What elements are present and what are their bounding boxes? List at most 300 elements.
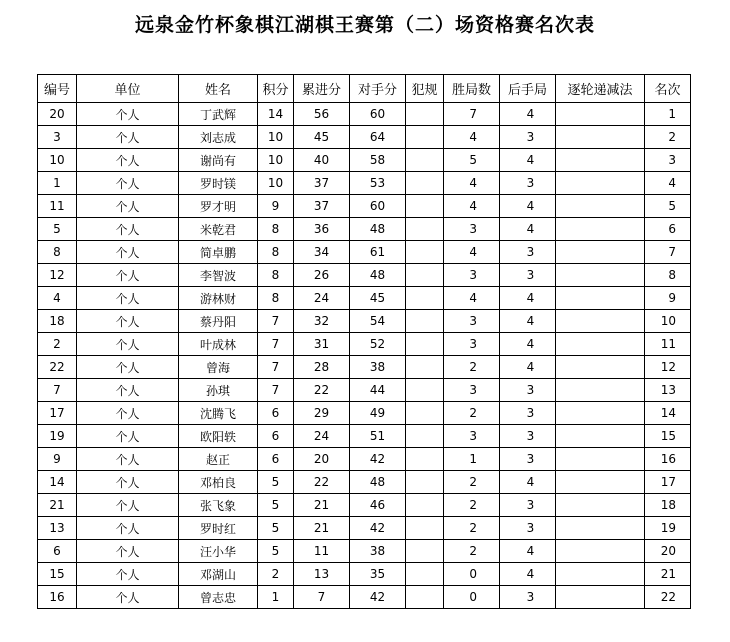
table-row bbox=[38, 517, 691, 540]
cell-rank bbox=[645, 517, 691, 540]
cell-unit-text: 个人 bbox=[115, 176, 140, 191]
cell-wins bbox=[444, 287, 500, 310]
cell-fouls bbox=[406, 471, 444, 494]
cell-second-moves-text: 4 bbox=[526, 222, 535, 236]
table-row bbox=[38, 425, 691, 448]
cell-wins bbox=[444, 471, 500, 494]
cell-unit-text: 个人 bbox=[115, 337, 140, 352]
cell-name bbox=[179, 563, 258, 586]
cell-points bbox=[258, 540, 294, 563]
cell-wins-text: 4 bbox=[469, 130, 477, 144]
cell-points bbox=[258, 218, 294, 241]
cell-tiebreak bbox=[556, 402, 645, 425]
cell-rank bbox=[645, 287, 691, 310]
cell-id-text: 4 bbox=[53, 291, 61, 305]
cell-cumulative-text: 7 bbox=[317, 590, 326, 604]
cell-opponent-score bbox=[350, 333, 406, 356]
cell-cumulative bbox=[294, 402, 350, 425]
cell-cumulative-text: 26 bbox=[313, 268, 330, 282]
cell-name bbox=[179, 517, 258, 540]
cell-second-moves bbox=[500, 448, 556, 471]
cell-second-moves-text: 4 bbox=[526, 337, 535, 351]
cell-wins bbox=[444, 264, 500, 287]
cell-opponent-score bbox=[350, 471, 406, 494]
cell-name bbox=[179, 540, 258, 563]
cell-id bbox=[38, 540, 77, 563]
cell-opponent-score-text: 51 bbox=[369, 429, 386, 443]
cell-id bbox=[38, 517, 77, 540]
cell-points bbox=[258, 310, 294, 333]
cell-opponent-score-text: 38 bbox=[369, 544, 386, 558]
cell-tiebreak bbox=[556, 149, 645, 172]
cell-unit-text: 个人 bbox=[115, 268, 140, 283]
cell-cumulative-text: 34 bbox=[313, 245, 330, 259]
cell-id-text: 14 bbox=[49, 475, 65, 489]
cell-tiebreak bbox=[556, 241, 645, 264]
cell-fouls bbox=[406, 241, 444, 264]
cell-rank-text: 7 bbox=[668, 245, 676, 259]
cell-points-text: 2 bbox=[271, 567, 280, 581]
cell-cumulative bbox=[294, 310, 350, 333]
table-row bbox=[38, 103, 691, 126]
cell-unit bbox=[77, 218, 179, 241]
cell-opponent-score bbox=[350, 402, 406, 425]
cell-points bbox=[258, 517, 294, 540]
cell-wins bbox=[444, 172, 500, 195]
cell-name bbox=[179, 586, 258, 609]
header-cell-rank: 名次 bbox=[645, 75, 691, 103]
cell-wins bbox=[444, 126, 500, 149]
cell-name-text: 罗时镁 bbox=[199, 176, 236, 191]
header-cell-tiebreak: 逐轮递减法 bbox=[556, 75, 645, 103]
cell-rank-text: 8 bbox=[668, 268, 676, 282]
cell-points bbox=[258, 103, 294, 126]
cell-tiebreak bbox=[556, 356, 645, 379]
cell-rank bbox=[645, 264, 691, 287]
cell-unit-text: 个人 bbox=[115, 360, 140, 375]
cell-cumulative bbox=[294, 517, 350, 540]
cell-rank bbox=[645, 103, 691, 126]
cell-second-moves bbox=[500, 126, 556, 149]
cell-tiebreak bbox=[556, 264, 645, 287]
cell-points-text: 5 bbox=[271, 521, 280, 535]
cell-cumulative bbox=[294, 471, 350, 494]
cell-name bbox=[179, 195, 258, 218]
table-row bbox=[38, 287, 691, 310]
header-cell-opponent-score: 对手分 bbox=[350, 75, 406, 103]
cell-rank-text: 18 bbox=[660, 498, 676, 512]
cell-cumulative-text: 20 bbox=[313, 452, 330, 466]
cell-id bbox=[38, 379, 77, 402]
cell-unit bbox=[77, 172, 179, 195]
cell-cumulative-text: 28 bbox=[313, 360, 330, 374]
cell-unit-text: 个人 bbox=[115, 222, 140, 237]
cell-cumulative bbox=[294, 540, 350, 563]
cell-rank bbox=[645, 126, 691, 149]
cell-second-moves bbox=[500, 241, 556, 264]
cell-rank bbox=[645, 563, 691, 586]
cell-unit bbox=[77, 333, 179, 356]
cell-name bbox=[179, 379, 258, 402]
cell-unit bbox=[77, 425, 179, 448]
cell-fouls bbox=[406, 287, 444, 310]
table-row bbox=[38, 264, 691, 287]
cell-fouls bbox=[406, 425, 444, 448]
cell-id bbox=[38, 448, 77, 471]
cell-tiebreak bbox=[556, 287, 645, 310]
cell-second-moves bbox=[500, 218, 556, 241]
cell-tiebreak bbox=[556, 517, 645, 540]
cell-id bbox=[38, 402, 77, 425]
cell-wins bbox=[444, 425, 500, 448]
cell-second-moves-text: 4 bbox=[526, 153, 535, 167]
cell-unit-text: 个人 bbox=[115, 199, 140, 214]
cell-wins-text: 4 bbox=[469, 291, 477, 305]
cell-name-text: 谢尚有 bbox=[199, 153, 236, 168]
cell-cumulative bbox=[294, 264, 350, 287]
cell-unit bbox=[77, 103, 179, 126]
cell-name bbox=[179, 218, 258, 241]
page-title: 远泉金竹杯象棋江湖棋王赛第（二）场资格赛名次表 bbox=[134, 14, 595, 36]
cell-unit bbox=[77, 149, 179, 172]
cell-points-text: 5 bbox=[271, 498, 280, 512]
cell-points bbox=[258, 195, 294, 218]
cell-opponent-score-text: 61 bbox=[369, 245, 386, 259]
cell-name-text: 沈腾飞 bbox=[199, 406, 236, 421]
cell-wins-text: 3 bbox=[469, 268, 477, 282]
cell-fouls bbox=[406, 333, 444, 356]
cell-points-text: 5 bbox=[271, 544, 280, 558]
cell-unit-text: 个人 bbox=[115, 130, 140, 145]
cell-cumulative-text: 37 bbox=[313, 176, 330, 190]
cell-wins-text: 5 bbox=[469, 153, 477, 167]
cell-second-moves-text: 3 bbox=[526, 268, 535, 282]
cell-opponent-score bbox=[350, 379, 406, 402]
cell-name bbox=[179, 172, 258, 195]
cell-rank-text: 4 bbox=[668, 176, 676, 190]
cell-unit bbox=[77, 379, 179, 402]
cell-opponent-score-text: 52 bbox=[369, 337, 386, 351]
cell-unit bbox=[77, 471, 179, 494]
cell-rank-text: 9 bbox=[668, 291, 676, 305]
cell-id-text: 7 bbox=[53, 383, 61, 397]
cell-wins-text: 3 bbox=[469, 314, 477, 328]
cell-points-text: 6 bbox=[271, 429, 280, 443]
cell-unit bbox=[77, 126, 179, 149]
cell-name bbox=[179, 264, 258, 287]
cell-id bbox=[38, 241, 77, 264]
cell-cumulative bbox=[294, 586, 350, 609]
cell-opponent-score bbox=[350, 448, 406, 471]
cell-name-text: 罗才明 bbox=[199, 199, 236, 214]
table-row bbox=[38, 172, 691, 195]
cell-second-moves-text: 3 bbox=[526, 498, 535, 512]
cell-cumulative-text: 24 bbox=[313, 429, 330, 443]
cell-unit bbox=[77, 563, 179, 586]
cell-cumulative bbox=[294, 149, 350, 172]
cell-wins bbox=[444, 540, 500, 563]
cell-cumulative-text: 21 bbox=[313, 498, 330, 512]
cell-name bbox=[179, 333, 258, 356]
cell-second-moves bbox=[500, 356, 556, 379]
cell-points bbox=[258, 448, 294, 471]
cell-unit-text: 个人 bbox=[115, 521, 140, 536]
cell-rank-text: 13 bbox=[660, 383, 676, 397]
cell-opponent-score bbox=[350, 103, 406, 126]
cell-name bbox=[179, 448, 258, 471]
cell-tiebreak bbox=[556, 218, 645, 241]
cell-second-moves bbox=[500, 264, 556, 287]
cell-cumulative-text: 40 bbox=[313, 153, 330, 167]
header-cell-fouls: 犯规 bbox=[406, 75, 444, 103]
cell-id bbox=[38, 471, 77, 494]
cell-second-moves-text: 3 bbox=[526, 429, 535, 443]
cell-id bbox=[38, 356, 77, 379]
cell-second-moves-text: 4 bbox=[526, 360, 535, 374]
cell-id-text: 13 bbox=[49, 521, 65, 535]
table-row bbox=[38, 241, 691, 264]
cell-tiebreak bbox=[556, 333, 645, 356]
cell-cumulative bbox=[294, 563, 350, 586]
cell-opponent-score-text: 38 bbox=[369, 360, 386, 374]
header-cell-cumulative: 累进分 bbox=[294, 75, 350, 103]
cell-name-text: 曾海 bbox=[205, 360, 230, 375]
cell-opponent-score-text: 35 bbox=[369, 567, 386, 581]
cell-wins-text: 1 bbox=[469, 452, 477, 466]
cell-rank-text: 16 bbox=[660, 452, 676, 466]
cell-second-moves bbox=[500, 379, 556, 402]
cell-name-text: 曾志忠 bbox=[199, 590, 236, 605]
cell-unit bbox=[77, 241, 179, 264]
cell-name-text: 刘志成 bbox=[199, 130, 236, 145]
cell-points bbox=[258, 241, 294, 264]
cell-wins-text: 3 bbox=[469, 337, 477, 351]
cell-name bbox=[179, 471, 258, 494]
cell-opponent-score bbox=[350, 218, 406, 241]
cell-wins-text: 2 bbox=[469, 406, 477, 420]
cell-rank-text: 22 bbox=[660, 590, 676, 604]
cell-id-text: 2 bbox=[53, 337, 61, 351]
cell-second-moves-text: 3 bbox=[526, 245, 535, 259]
cell-opponent-score-text: 53 bbox=[369, 176, 386, 190]
cell-points bbox=[258, 172, 294, 195]
cell-fouls bbox=[406, 402, 444, 425]
cell-fouls bbox=[406, 586, 444, 609]
cell-cumulative bbox=[294, 103, 350, 126]
cell-unit bbox=[77, 586, 179, 609]
cell-rank-text: 1 bbox=[668, 107, 676, 121]
table-row bbox=[38, 586, 691, 609]
cell-id-text: 8 bbox=[53, 245, 61, 259]
cell-points-text: 10 bbox=[267, 153, 284, 167]
cell-points-text: 8 bbox=[271, 222, 280, 236]
cell-rank bbox=[645, 333, 691, 356]
cell-unit bbox=[77, 540, 179, 563]
cell-tiebreak bbox=[556, 172, 645, 195]
cell-id-text: 5 bbox=[53, 222, 61, 236]
table-row bbox=[38, 126, 691, 149]
cell-points-text: 9 bbox=[271, 199, 280, 213]
cell-unit bbox=[77, 448, 179, 471]
cell-id bbox=[38, 172, 77, 195]
cell-cumulative-text: 13 bbox=[313, 567, 330, 581]
header-cell-wins: 胜局数 bbox=[444, 75, 500, 103]
cell-name-text: 蔡丹阳 bbox=[199, 314, 236, 329]
cell-second-moves bbox=[500, 517, 556, 540]
cell-tiebreak bbox=[556, 563, 645, 586]
cell-opponent-score bbox=[350, 126, 406, 149]
table-row bbox=[38, 471, 691, 494]
cell-fouls bbox=[406, 356, 444, 379]
cell-id bbox=[38, 310, 77, 333]
cell-unit-text: 个人 bbox=[115, 544, 140, 559]
cell-opponent-score bbox=[350, 494, 406, 517]
cell-tiebreak bbox=[556, 195, 645, 218]
cell-id-text: 16 bbox=[49, 590, 65, 604]
cell-unit bbox=[77, 264, 179, 287]
cell-second-moves bbox=[500, 471, 556, 494]
table-row bbox=[38, 149, 691, 172]
cell-id-text: 3 bbox=[53, 130, 61, 144]
cell-fouls bbox=[406, 126, 444, 149]
cell-wins-text: 2 bbox=[469, 544, 477, 558]
cell-unit-text: 个人 bbox=[115, 567, 140, 582]
cell-opponent-score-text: 48 bbox=[369, 475, 386, 489]
cell-opponent-score bbox=[350, 563, 406, 586]
cell-unit-text: 个人 bbox=[115, 291, 140, 306]
cell-name bbox=[179, 310, 258, 333]
cell-wins-text: 2 bbox=[469, 521, 477, 535]
cell-tiebreak bbox=[556, 126, 645, 149]
cell-name bbox=[179, 103, 258, 126]
cell-second-moves-text: 4 bbox=[526, 544, 535, 558]
cell-second-moves-text: 4 bbox=[526, 475, 535, 489]
cell-wins bbox=[444, 241, 500, 264]
cell-name bbox=[179, 356, 258, 379]
cell-tiebreak bbox=[556, 540, 645, 563]
cell-second-moves bbox=[500, 195, 556, 218]
cell-rank bbox=[645, 241, 691, 264]
cell-opponent-score bbox=[350, 149, 406, 172]
cell-wins-text: 2 bbox=[469, 475, 477, 489]
cell-unit bbox=[77, 494, 179, 517]
cell-points-text: 8 bbox=[271, 291, 280, 305]
cell-id bbox=[38, 287, 77, 310]
cell-cumulative bbox=[294, 494, 350, 517]
cell-unit-text: 个人 bbox=[115, 452, 140, 467]
cell-rank bbox=[645, 172, 691, 195]
cell-points bbox=[258, 425, 294, 448]
cell-name-text: 丁武辉 bbox=[199, 107, 236, 122]
table-row bbox=[38, 195, 691, 218]
table-body bbox=[38, 103, 691, 609]
cell-rank bbox=[645, 471, 691, 494]
cell-id-text: 20 bbox=[49, 107, 65, 121]
cell-opponent-score-text: 42 bbox=[369, 590, 386, 604]
cell-wins-text: 4 bbox=[469, 176, 477, 190]
cell-fouls bbox=[406, 264, 444, 287]
cell-wins bbox=[444, 356, 500, 379]
cell-fouls bbox=[406, 103, 444, 126]
cell-points bbox=[258, 586, 294, 609]
cell-second-moves-text: 4 bbox=[526, 107, 535, 121]
cell-second-moves bbox=[500, 586, 556, 609]
cell-unit-text: 个人 bbox=[115, 498, 140, 513]
cell-opponent-score bbox=[350, 586, 406, 609]
cell-second-moves-text: 3 bbox=[526, 590, 535, 604]
cell-points-text: 7 bbox=[271, 314, 280, 328]
cell-unit-text: 个人 bbox=[115, 107, 140, 122]
cell-second-moves-text: 4 bbox=[526, 314, 535, 328]
cell-id-text: 18 bbox=[49, 314, 65, 328]
cell-id-text: 19 bbox=[49, 429, 65, 443]
cell-unit bbox=[77, 195, 179, 218]
cell-unit-text: 个人 bbox=[115, 153, 140, 168]
cell-fouls bbox=[406, 448, 444, 471]
cell-second-moves-text: 4 bbox=[526, 291, 535, 305]
cell-rank bbox=[645, 356, 691, 379]
cell-points bbox=[258, 563, 294, 586]
cell-name-text: 游林财 bbox=[199, 291, 236, 306]
cell-cumulative bbox=[294, 356, 350, 379]
table-row bbox=[38, 333, 691, 356]
cell-fouls bbox=[406, 494, 444, 517]
cell-id bbox=[38, 218, 77, 241]
cell-name bbox=[179, 425, 258, 448]
cell-rank bbox=[645, 586, 691, 609]
cell-unit-text: 个人 bbox=[115, 475, 140, 490]
cell-cumulative-text: 21 bbox=[313, 521, 330, 535]
cell-opponent-score-text: 58 bbox=[369, 153, 386, 167]
cell-wins bbox=[444, 586, 500, 609]
cell-second-moves-text: 4 bbox=[526, 567, 535, 581]
cell-id-text: 11 bbox=[49, 199, 65, 213]
cell-opponent-score bbox=[350, 517, 406, 540]
cell-second-moves-text: 3 bbox=[526, 406, 535, 420]
header-cell-points: 积分 bbox=[258, 75, 294, 103]
cell-rank bbox=[645, 218, 691, 241]
cell-fouls bbox=[406, 172, 444, 195]
cell-rank-text: 3 bbox=[668, 153, 676, 167]
cell-points-text: 14 bbox=[267, 107, 284, 121]
cell-cumulative-text: 29 bbox=[313, 406, 330, 420]
cell-name-text: 叶成林 bbox=[199, 337, 236, 352]
cell-rank-text: 20 bbox=[660, 544, 676, 558]
cell-points bbox=[258, 333, 294, 356]
cell-id-text: 12 bbox=[49, 268, 65, 282]
cell-wins-text: 4 bbox=[469, 245, 477, 259]
header-cell-unit: 单位 bbox=[77, 75, 179, 103]
cell-opponent-score bbox=[350, 172, 406, 195]
cell-wins bbox=[444, 494, 500, 517]
cell-opponent-score-text: 48 bbox=[369, 222, 386, 236]
cell-second-moves-text: 4 bbox=[526, 199, 535, 213]
cell-opponent-score bbox=[350, 241, 406, 264]
cell-name-text: 罗时红 bbox=[199, 521, 236, 536]
cell-rank bbox=[645, 195, 691, 218]
cell-cumulative-text: 56 bbox=[313, 107, 330, 121]
cell-opponent-score-text: 60 bbox=[369, 199, 386, 213]
cell-rank bbox=[645, 494, 691, 517]
table-row bbox=[38, 218, 691, 241]
cell-second-moves bbox=[500, 563, 556, 586]
cell-unit bbox=[77, 287, 179, 310]
cell-id-text: 17 bbox=[49, 406, 65, 420]
cell-cumulative-text: 11 bbox=[313, 544, 330, 558]
cell-opponent-score-text: 44 bbox=[369, 383, 386, 397]
table-row bbox=[38, 310, 691, 333]
cell-wins bbox=[444, 448, 500, 471]
